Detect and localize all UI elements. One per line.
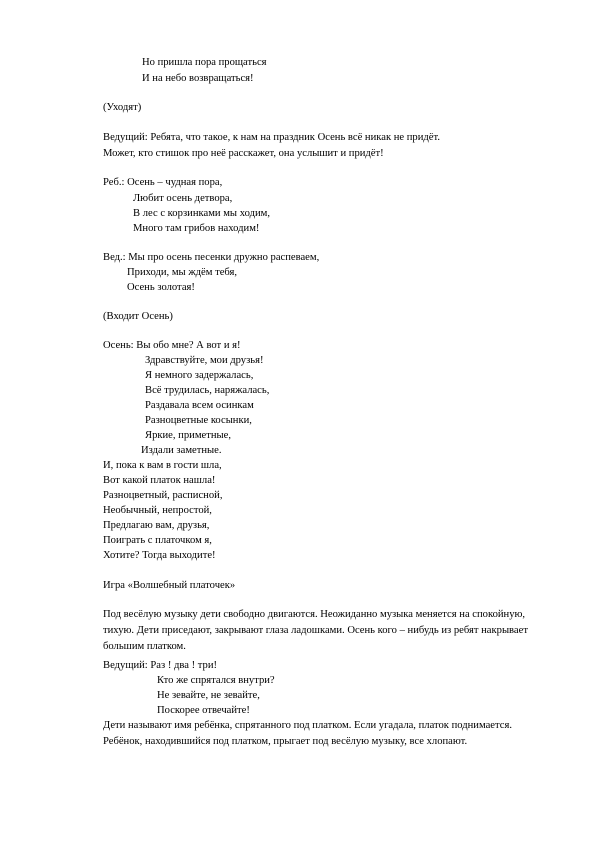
text-line: Предлагаю вам, друзья,: [103, 520, 210, 531]
paragraph: Под весёлую музыку дети свободно двигаются. Неожиданно музыка меняется на спокойную, тихую. Дети приседают, закрывают глаза ладошками. Осень кого – нибудь из ребят накрывает большим платком.: [103, 609, 528, 652]
text-line: Может, кто стишок про неё расскажет, она услышит и придёт!: [103, 148, 384, 159]
text-line: Вот какой платок нашла!: [103, 475, 216, 486]
text-line: Всё трудилась, наряжалась,: [145, 385, 270, 396]
paragraph: Дети называют имя ребёнка, спрятанного под платком. Если угадала, платок поднимается. Ребёнок, находившийся под платком, прыгает под весёлую музыку, все хлопают.: [103, 720, 512, 747]
text-line: Поскорее отвечайте!: [157, 705, 250, 716]
game-title: Игра «Волшебный платочек»: [103, 580, 236, 591]
text-line: Приходи, мы ждём тебя,: [127, 267, 238, 278]
text-line: Кто же спрятался внутри?: [157, 675, 275, 686]
text-line: И, пока к вам в гости шла,: [103, 460, 222, 471]
text-line: Я немного задержалась,: [145, 370, 254, 381]
text-line: Здравствуйте, мои друзья!: [145, 355, 264, 366]
text-line: Разноцветный, расписной,: [103, 490, 223, 501]
text-line: Раздавала всем осинкам: [145, 400, 254, 411]
text-line: Ведущий: Ребята, что такое, к нам на праздник Осень всё никак не придёт.: [103, 132, 440, 143]
text-line: Но пришла пора прощаться: [142, 57, 267, 68]
stage-direction: (Уходят): [103, 102, 142, 113]
text-line: Много там грибов находим!: [133, 223, 260, 234]
text-line: Издали заметные.: [141, 445, 222, 456]
text-line: Реб.: Осень – чудная пора,: [103, 177, 223, 188]
text-line: Осень золотая!: [127, 282, 195, 293]
text-line: Любит осень детвора,: [133, 193, 233, 204]
text-line: Разноцветные косынки,: [145, 415, 252, 426]
text-line: Осень: Вы обо мне? А вот и я!: [103, 340, 241, 351]
stage-direction: (Входит Осень): [103, 311, 173, 322]
text-line: Необычный, непростой,: [103, 505, 212, 516]
text-line: Вед.: Мы про осень песенки дружно распеваем,: [103, 252, 320, 263]
text-line: И на небо возвращаться!: [142, 73, 254, 84]
text-line: Яркие, приметные,: [145, 430, 231, 441]
text-line: Поиграть с платочком я,: [103, 535, 212, 546]
text-line: Не зевайте, не зевайте,: [157, 690, 260, 701]
text-line: Хотите? Тогда выходите!: [103, 550, 216, 561]
text-line: В лес с корзинками мы ходим,: [133, 208, 270, 219]
text-line: Ведущий: Раз ! два ! три!: [103, 660, 218, 671]
